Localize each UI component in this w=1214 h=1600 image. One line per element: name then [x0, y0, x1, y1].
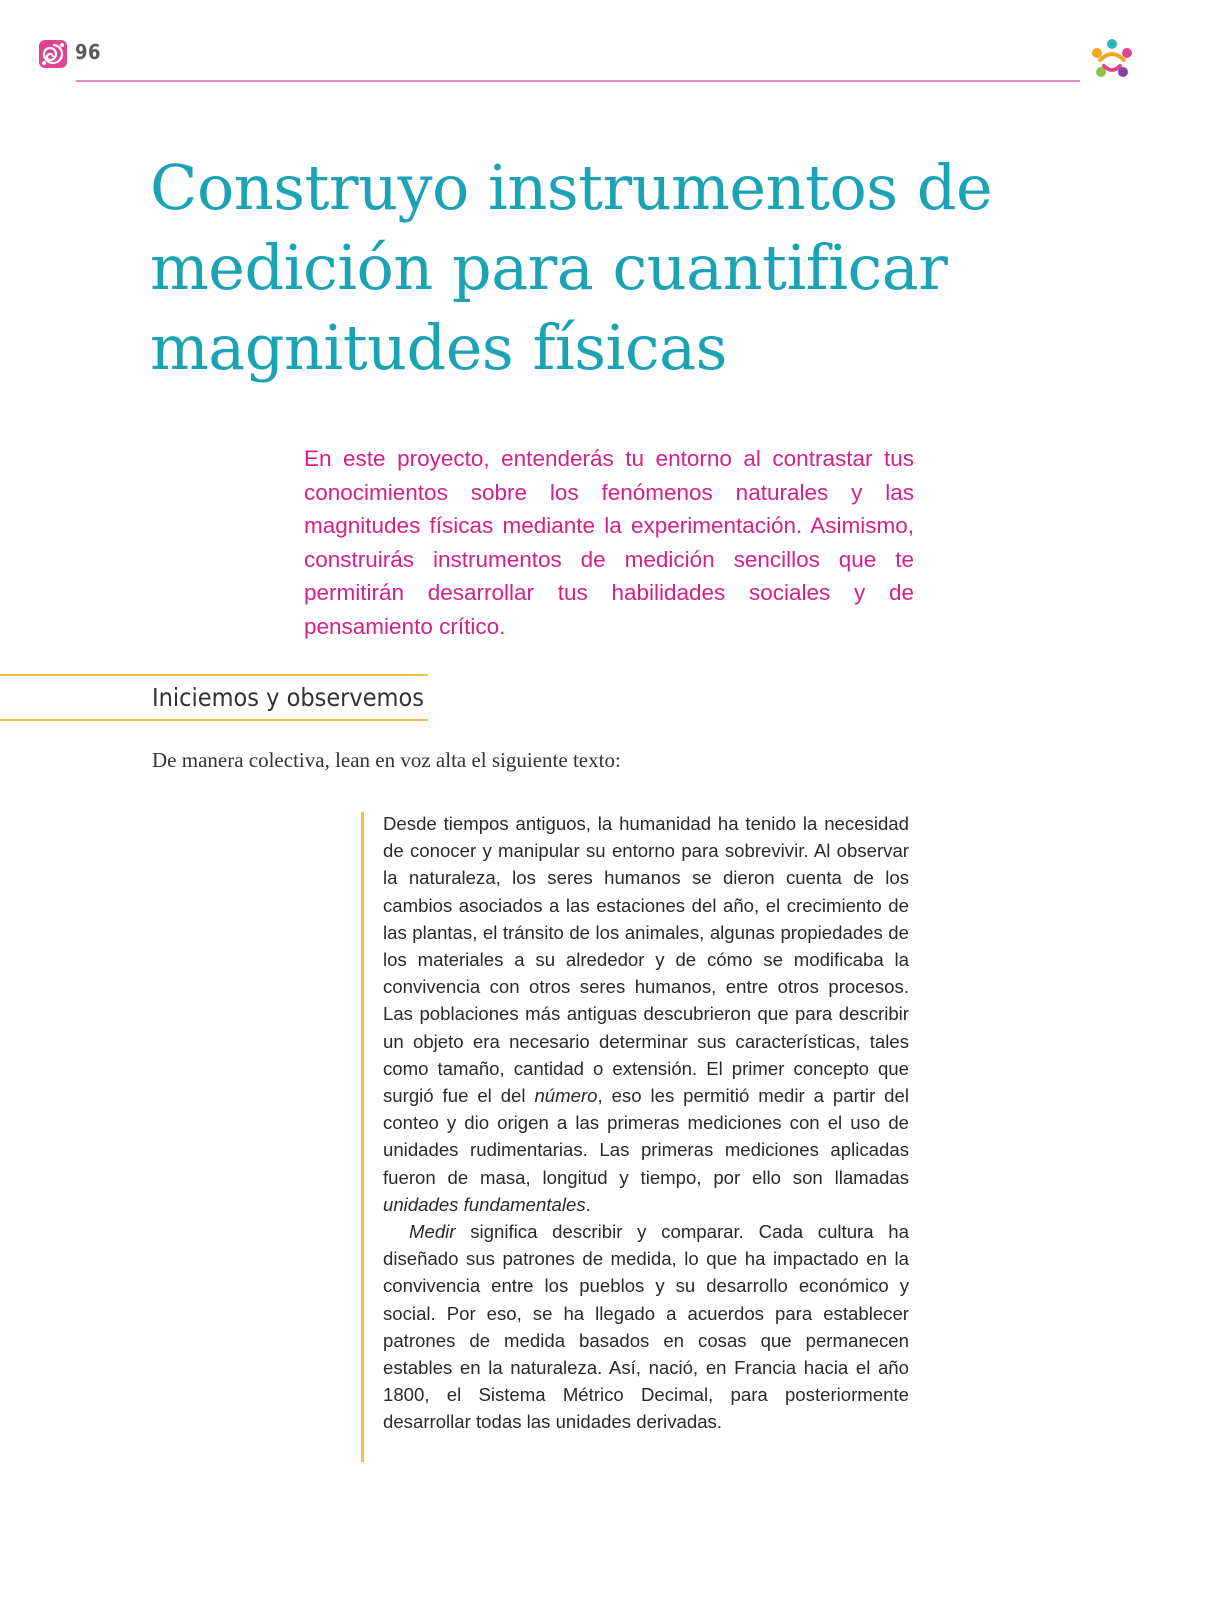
section-rule-bottom [0, 719, 428, 721]
reading-paragraph-2 [383, 1218, 909, 1436]
page-number: 96 [75, 40, 102, 64]
reading-paragraph-1 [383, 810, 909, 1218]
reading-text: significa describir y comparar. Cada cultura ha diseñado sus patrones de medida, lo que ha impactado en la convivencia entre los pueblos y su desarrollo económico y social. Por eso, se ha llegado a acuerdos para establecer patrones de medida basados en cosas que permanecen estables en la naturaleza. Así, nació, en Francia hacia el año 1800, el Sistema Métrico Decimal, para posteriormente desarrollar todas las unidades derivadas. [383, 1221, 909, 1433]
reading-text: Desde tiempos antiguos, la humanidad ha tenido la necesidad de conocer y manipular su entorno para sobrevivir. Al observar la naturaleza, los seres humanos se dieron cuenta de los cambios asociados a las estaciones del año, el crecimiento de las plantas, el tránsito de los animales, algunas propiedades de los materiales a su alrededor y de cómo se modificaba la convivencia con otros seres humanos, entre otros procesos. Las poblaciones más antiguas descubrieron que para describir un objeto era necesario determinar sus características, tales como tamaño, cantidad o extensión. El primer concepto que surgió fue el del [383, 813, 909, 1107]
people-circle-logo-icon [1086, 34, 1138, 86]
reading-emphasis: número [534, 1085, 598, 1107]
quote-bar [361, 812, 364, 1462]
page-title: Construyo instrumentos de medición para cuantificar magnitudes físicas [150, 151, 993, 384]
reading-text: . [585, 1193, 591, 1215]
reading-emphasis: Medir [409, 1221, 456, 1243]
section-rule-top [0, 674, 428, 676]
reading-instruction: De manera colectiva, lean en voz alta el siguiente texto: [152, 748, 621, 772]
reading-emphasis: unidades fundamentales [383, 1193, 586, 1215]
project-intro: En este proyecto, entenderás tu entorno al contrastar tus conocimientos sobre los fenómenos naturales y las magnitudes físicas mediante la experimentación. Asimismo, construirás instrumentos de medición sencillos que te permitirán desarrollar tus habilidades sociales y de pensamiento crítico. [304, 446, 914, 639]
section-heading: Iniciemos y observemos [152, 683, 424, 712]
header-rule [76, 80, 1080, 82]
reading-text: , eso les permitió medir a partir del conteo y dio origen a las primeras mediciones con el uso de unidades rudimentarias. Las primeras mediciones aplicadas fueron de masa, longitud y tiempo, por ello son llamadas [383, 1085, 909, 1188]
reading-passage [383, 810, 909, 1436]
spiral-glyph-icon [38, 39, 68, 69]
